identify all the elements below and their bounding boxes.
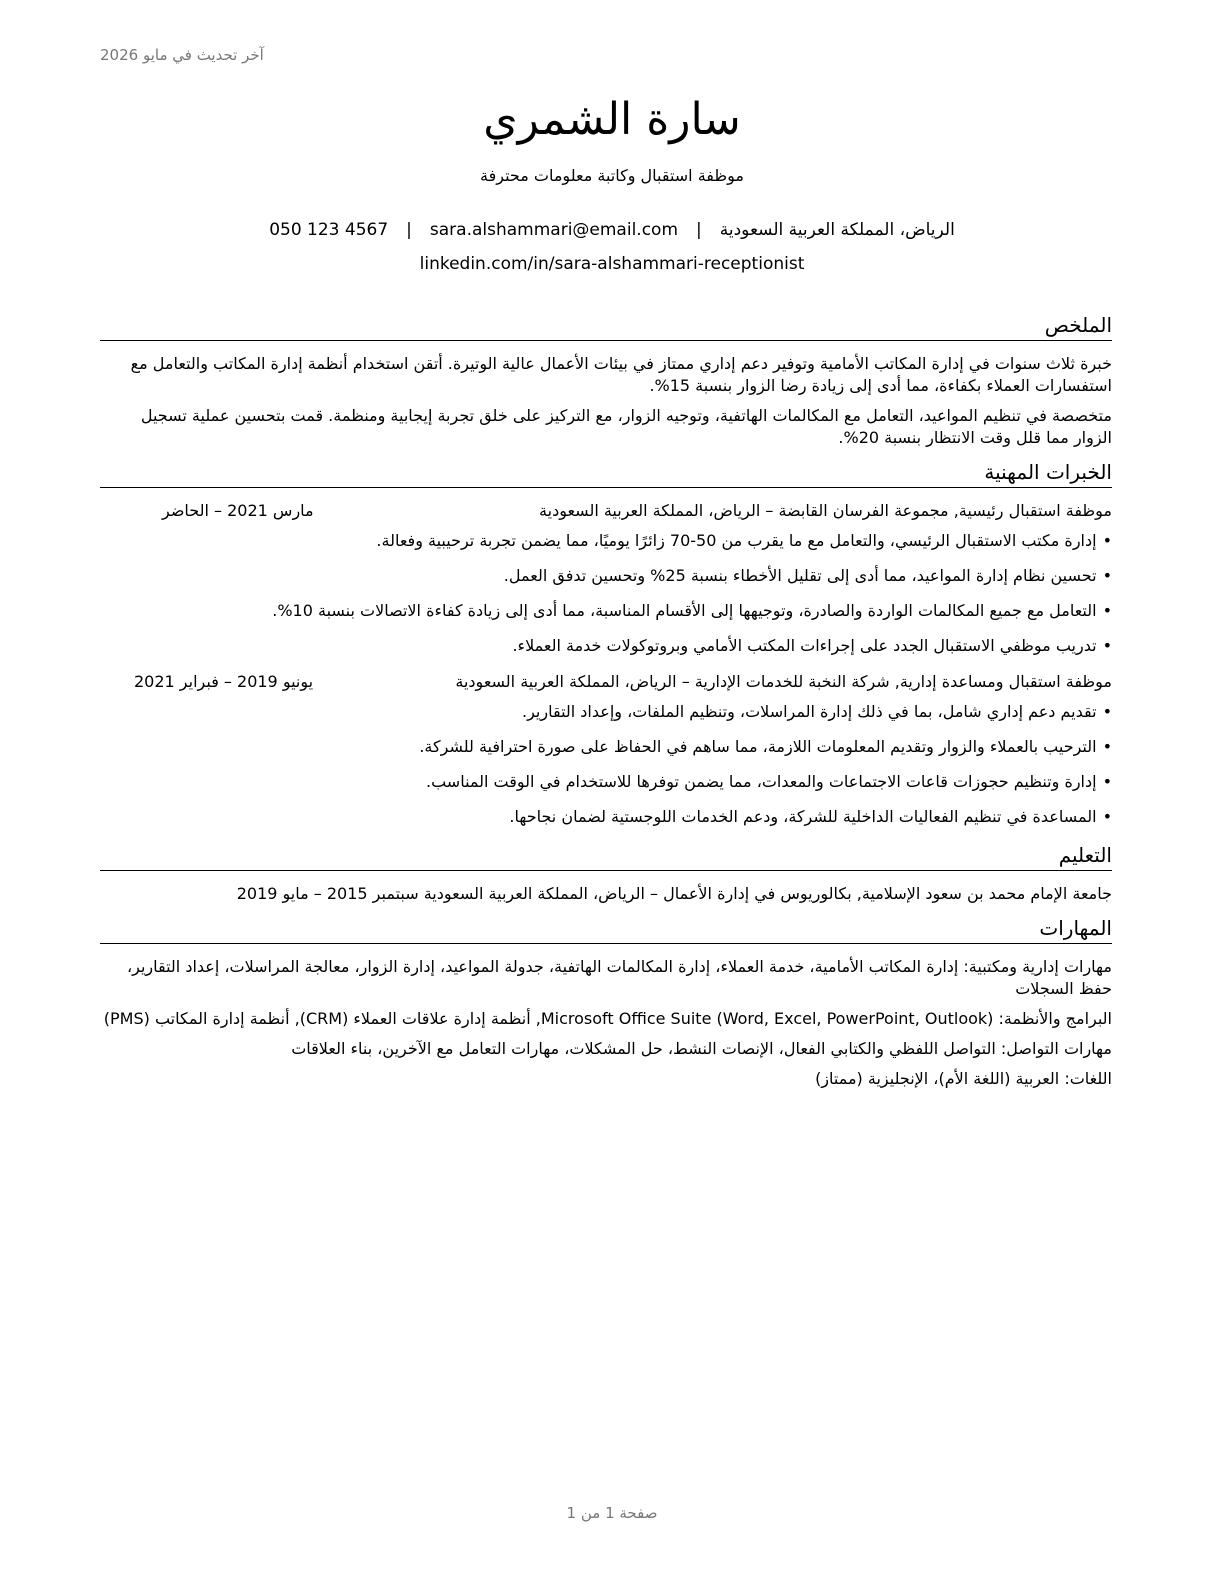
contact-separator: | [406,220,412,240]
job-entry [100,671,1112,828]
job-header [100,671,1112,693]
contact-location: الرياض، المملكة العربية السعودية [719,220,955,240]
contact-info [0,213,1224,281]
summary-paragraph: خبرة ثلاث سنوات في إدارة المكاتب الأمامية وتوفير دعم إداري ممتاز في بيئات الأعمال عالية الوتيرة. أتقن استخدام أنظمة إدارة المكاتب والتعامل مع استفسارات العملاء بكفاءة، مما أدى إلى زيادة رضا الزوار بنسبة 15%. [130,354,1112,395]
education-entry: جامعة الإمام محمد بن سعود الإسلامية, بكالوريوس في إدارة الأعمال – الرياض، المملكة العربية السعودية سبتمبر 2015 – مايو 2019 [236,884,1112,903]
list-item: • الترحيب بالعملاء والزوار وتقديم المعلومات اللازمة، مما ساهم في الحفاظ على صورة احترافية للشركة. [100,736,1112,758]
job-dates: مارس 2021 – الحاضر [162,501,314,520]
contact-phone: 050 123 4567 [269,220,389,240]
contact-separator: | [696,220,702,240]
summary-paragraph: متخصصة في تنظيم المواعيد، التعامل مع المكالمات الهاتفية، وتوجيه الزوار، مع التركيز على خلق تجربة إيجابية ومنظمة. قمت بتحسين عملية تسجيل الزوار مما قلل وقت الانتظار بنسبة 20%. [140,406,1112,447]
list-item: • التعامل مع جميع المكالمات الواردة والصادرة، وتوجيهها إلى الأقسام المناسبة، مما أدى إلى زيادة كفاءة الاتصالات بنسبة 10%. [100,600,1112,622]
list-item: • إدارة وتنظيم حجوزات قاعات الاجتماعات والمعدات، مما يضمن توفرها للاستخدام في الوقت المناسب. [100,771,1112,793]
list-item: • تدريب موظفي الاستقبال الجدد على إجراءات المكتب الأمامي وبروتوكولات خدمة العملاء. [100,635,1112,657]
job-title-company: موظفة استقبال رئيسية, مجموعة الفرسان القابضة – الرياض، المملكة العربية السعودية [539,501,1112,520]
section-heading: الخبرات المهنية [100,459,1112,488]
job-bullets [100,701,1112,828]
list-item: • تقديم دعم إداري شامل، بما في ذلك إدارة المراسلات، وتنظيم الملفات، وإعداد التقارير. [100,701,1112,723]
skill-line: مهارات إدارية ومكتبية: إدارة المكاتب الأمامية، خدمة العملاء، إدارة المكالمات الهاتفية، جدولة المواعيد، إدارة الزوار، معالجة المراسلات، إعداد التقارير، حفظ السجلات [126,957,1112,998]
page-number: صفحة 1 من 1 [566,1504,658,1522]
job-dates: يونيو 2019 – فبراير 2021 [134,672,314,691]
job-entry [100,500,1112,657]
section-heading: التعليم [100,842,1112,871]
list-item: • المساعدة في تنظيم الفعاليات الداخلية للشركة، ودعم الخدمات اللوجستية لضمان نجاحها. [100,806,1112,828]
list-item: • تحسين نظام إدارة المواعيد، مما أدى إلى تقليل الأخطاء بنسبة 25% وتحسين تدفق العمل. [100,565,1112,587]
candidate-title: موظفة استقبال وكاتبة معلومات محترفة [480,166,744,185]
section-heading: الملخص [100,312,1112,341]
job-bullets [100,530,1112,657]
contact-email[interactable]: sara.alshammari@email.com [429,220,679,240]
contact-linkedin[interactable]: linkedin.com/in/sara-alshammari-receptionist [419,254,805,274]
skills-section [100,915,1112,1090]
resume-header [0,90,1224,281]
experience-section [100,459,1112,828]
skill-line: مهارات التواصل: التواصل اللفظي والكتابي الفعال، الإنصات النشط، حل المشكلات، مهارات التعامل مع الآخرين، بناء العلاقات [291,1039,1112,1058]
skill-line: اللغات: العربية (اللغة الأم)، الإنجليزية (ممتاز) [815,1069,1112,1088]
resume-body [100,312,1112,1100]
job-header [100,500,1112,522]
summary-section [100,312,1112,449]
candidate-name: سارة الشمري [483,94,741,145]
job-title-company: موظفة استقبال ومساعدة إدارية, شركة النخبة للخدمات الإدارية – الرياض، المملكة العربية السعودية [455,672,1112,691]
last-updated-note: آخر تحديث في مايو 2026 [100,46,264,64]
section-heading: المهارات [100,915,1112,944]
education-section [100,842,1112,905]
skill-line: البرامج والأنظمة: Microsoft Office Suite (Word, Excel, PowerPoint, Outlook), أنظمة إدارة علاقات العملاء (CRM), أنظمة إدارة المكاتب (PMS) [103,1009,1112,1028]
list-item: • إدارة مكتب الاستقبال الرئيسي، والتعامل مع ما يقرب من 50-70 زائرًا يوميًا، مما يضمن تجربة ترحيبية وفعالة. [100,530,1112,552]
